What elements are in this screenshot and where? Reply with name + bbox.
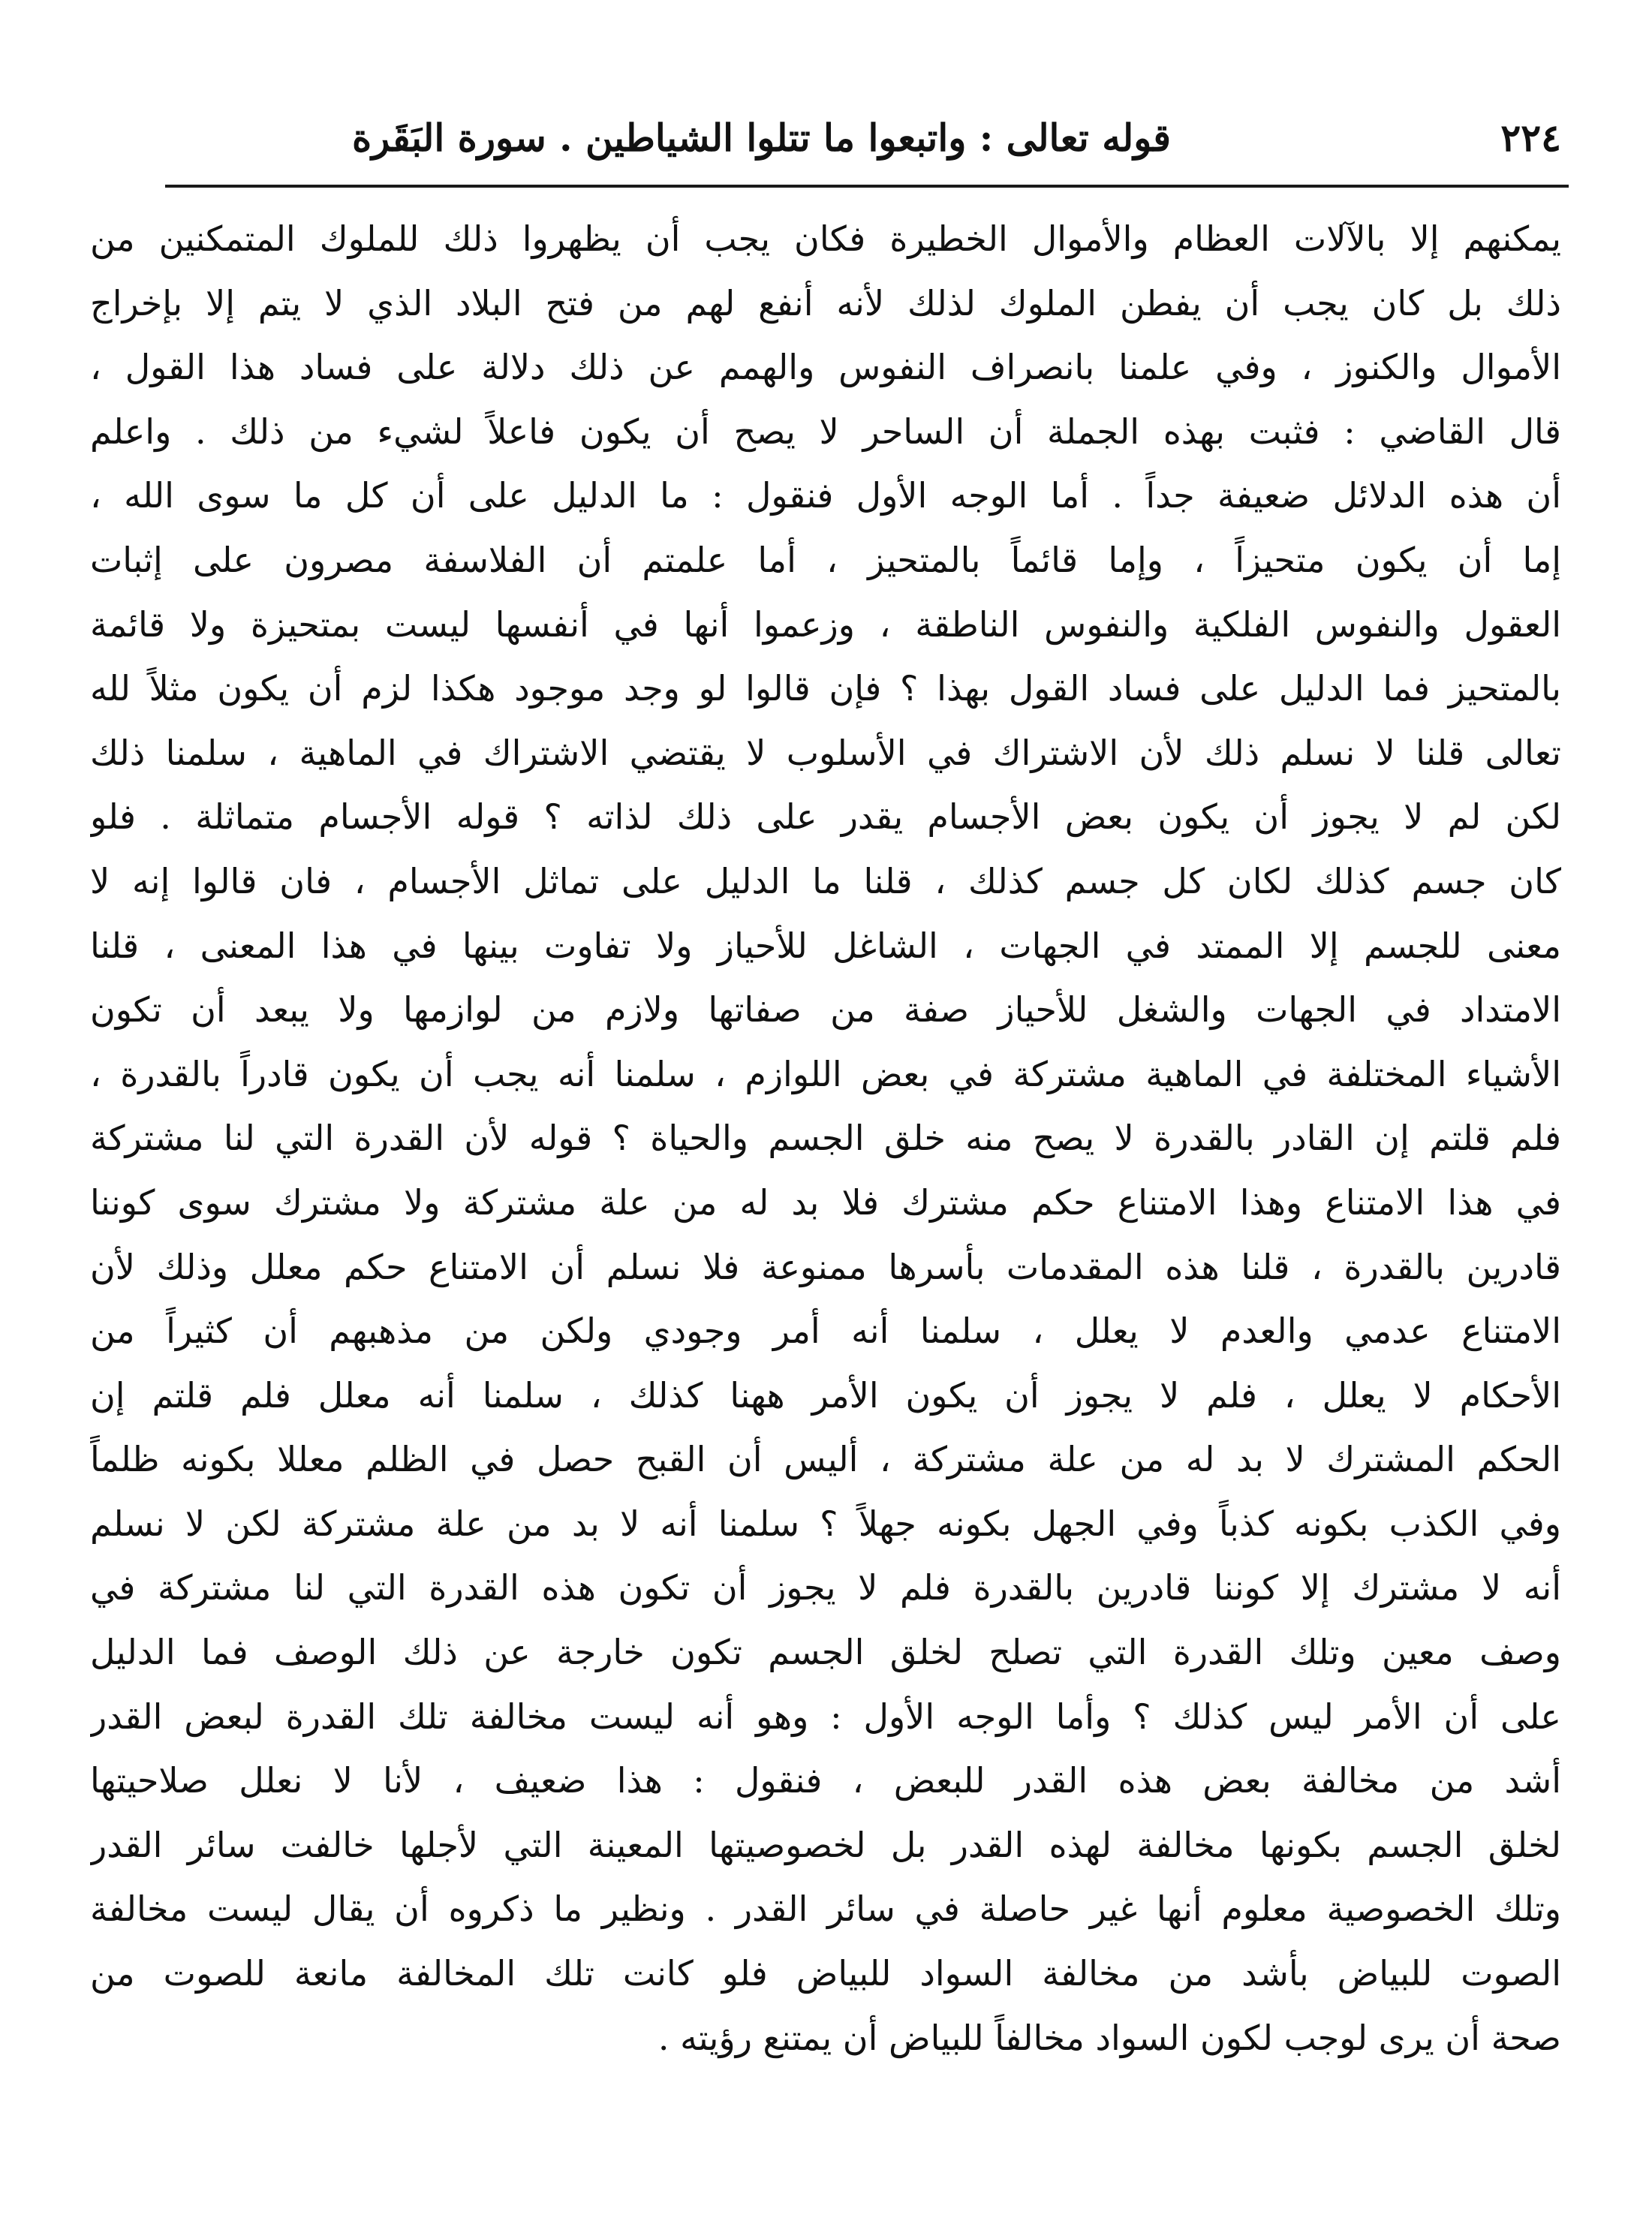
text-line: العقول والنفوس الفلكية والنفوس الناطقة ، وزعموا أنها في أنفسها ليست بمتحيزة ولا قائمة	[90, 603, 1561, 645]
page-header	[165, 111, 1561, 171]
text-line: لكن لم لا يجوز أن يكون بعض الأجسام يقدر على ذلك لذاته ؟ قوله الأجسام متماثلة . فلو	[90, 796, 1561, 838]
text-line: فلم قلتم إن القادر بالقدرة لا يصح منه خلق الجسم والحياة ؟ قوله لأن القدرة التي لنا مشتركة	[90, 1118, 1561, 1159]
header-divider	[165, 185, 1569, 188]
text-line: الحكم المشترك لا بد له من علة مشتركة ، أليس أن القبح حصل في الظلم معللا بكونه ظلماً	[90, 1439, 1561, 1480]
text-line: ذلك بل كان يجب أن يفطن الملوك لذلك لأنه أنفع لهم من فتح البلاد الذي لا يتم إلا بإخراج	[90, 282, 1561, 324]
text-line: وتلك الخصوصية معلوم أنها غير حاصلة في سائر القدر . ونظير ما ذكروه أن يقال ليست مخالفة	[90, 1888, 1561, 1930]
text-line: قال القاضي : فثبت بهذه الجملة أن الساحر لا يصح أن يكون فاعلاً لشيء من ذلك . واعلم	[90, 411, 1561, 452]
text-line: قادرين بالقدرة ، قلنا هذه المقدمات بأسرها ممنوعة فلا نسلم أن الامتناع حكم معلل وذلك لأن	[90, 1246, 1561, 1287]
text-line: صحة أن يرى لوجب لكون السواد مخالفاً للبياض أن يمتنع رؤيته .	[657, 2017, 1561, 2058]
text-line: كان جسم كذلك لكان كل جسم كذلك ، قلنا ما الدليل على تماثل الأجسام ، فان قالوا إنه لا	[90, 860, 1561, 901]
text-line: أنه لا مشترك إلا كوننا قادرين بالقدرة فلم لا يجوز أن تكون هذه القدرة التي لنا مشتركة في	[90, 1567, 1561, 1609]
text-line: على أن الأمر ليس كذلك ؟ وأما الوجه الأول : وهو أنه ليست مخالفة تلك القدرة لبعض القدر	[90, 1696, 1561, 1737]
text-line: في هذا الامتناع وهذا الامتناع حكم مشترك فلا بد له من علة مشتركة ولا مشترك سوى كوننا	[90, 1181, 1561, 1223]
text-line: أن هذه الدلائل ضعيفة جداً . أما الوجه الأول فنقول : ما الدليل على أن كل ما سوى الله ،	[90, 475, 1561, 516]
text-line: وفي الكذب بكونه كذباً وفي الجهل بكونه جهلاً ؟ سلمنا أنه لا بد من علة مشتركة لكن لا نسلم	[90, 1503, 1561, 1544]
text-line: بالمتحيز فما الدليل على فساد القول بهذا ؟ فإن قالوا لو وجد موجود هكذا لزم أن يكون مثلاً لله	[90, 668, 1561, 709]
text-line: وصف معين وتلك القدرة التي تصلح لخلق الجسم تكون خارجة عن ذلك الوصف فما الدليل	[90, 1632, 1561, 1673]
text-line: إما أن يكون متحيزاً ، وإما قائماً بالمتحيز ، أما علمتم أن الفلاسفة مصرون على إثبات	[90, 539, 1561, 580]
text-line: لخلق الجسم بكونها مخالفة لهذه القدر بل لخصوصيتها المعينة التي لأجلها خالفت سائر القدر	[90, 1824, 1561, 1865]
text-line: تعالى قلنا لا نسلم ذلك لأن الاشتراك في الأسلوب لا يقتضي الاشتراك في الماهية ، سلمنا ذلك	[90, 732, 1561, 773]
text-line: الأشياء المختلفة في الماهية مشتركة في بعض اللوازم ، سلمنا أنه يجب أن يكون قادراً بالقدرة ،	[90, 1053, 1561, 1094]
text-line: الامتداد في الجهات والشغل للأحياز صفة من صفاتها ولازم من لوازمها ولا يبعد أن تكون	[90, 989, 1561, 1031]
page-number: ٢٢٤	[1500, 116, 1561, 160]
text-line: الأموال والكنوز ، وفي علمنا بانصراف النفوس والهمم عن ذلك دلالة على فساد هذا القول ،	[90, 347, 1561, 388]
running-title: قوله تعالى : واتبعوا ما تتلوا الشياطين . سورة البَقَرة	[351, 116, 1171, 160]
text-line: أشد من مخالفة بعض هذه القدر للبعض ، فنقول : هذا ضعيف ، لأنا لا نعلل صلاحيتها	[90, 1760, 1561, 1801]
text-line: يمكنهم إلا بالآلات العظام والأموال الخطيرة فكان يجب أن يظهروا ذلك للملوك المتمكنين من	[90, 218, 1561, 259]
text-line: الامتناع عدمي والعدم لا يعلل ، سلمنا أنه أمر وجودي ولكن من مذهبهم أن كثيراً من	[90, 1311, 1561, 1352]
text-line: الصوت للبياض بأشد من مخالفة السواد للبياض فلو كانت تلك المخالفة مانعة للصوت من	[90, 1953, 1561, 1994]
text-line: معنى للجسم إلا الممتد في الجهات ، الشاغل للأحياز ولا تفاوت بينها في هذا المعنى ، قلنا	[90, 925, 1561, 966]
body-text	[90, 207, 1561, 2070]
text-line: الأحكام لا يعلل ، فلم لا يجوز أن يكون الأمر ههنا كذلك ، سلمنا أنه معلل فلم قلتم إن	[90, 1374, 1561, 1416]
